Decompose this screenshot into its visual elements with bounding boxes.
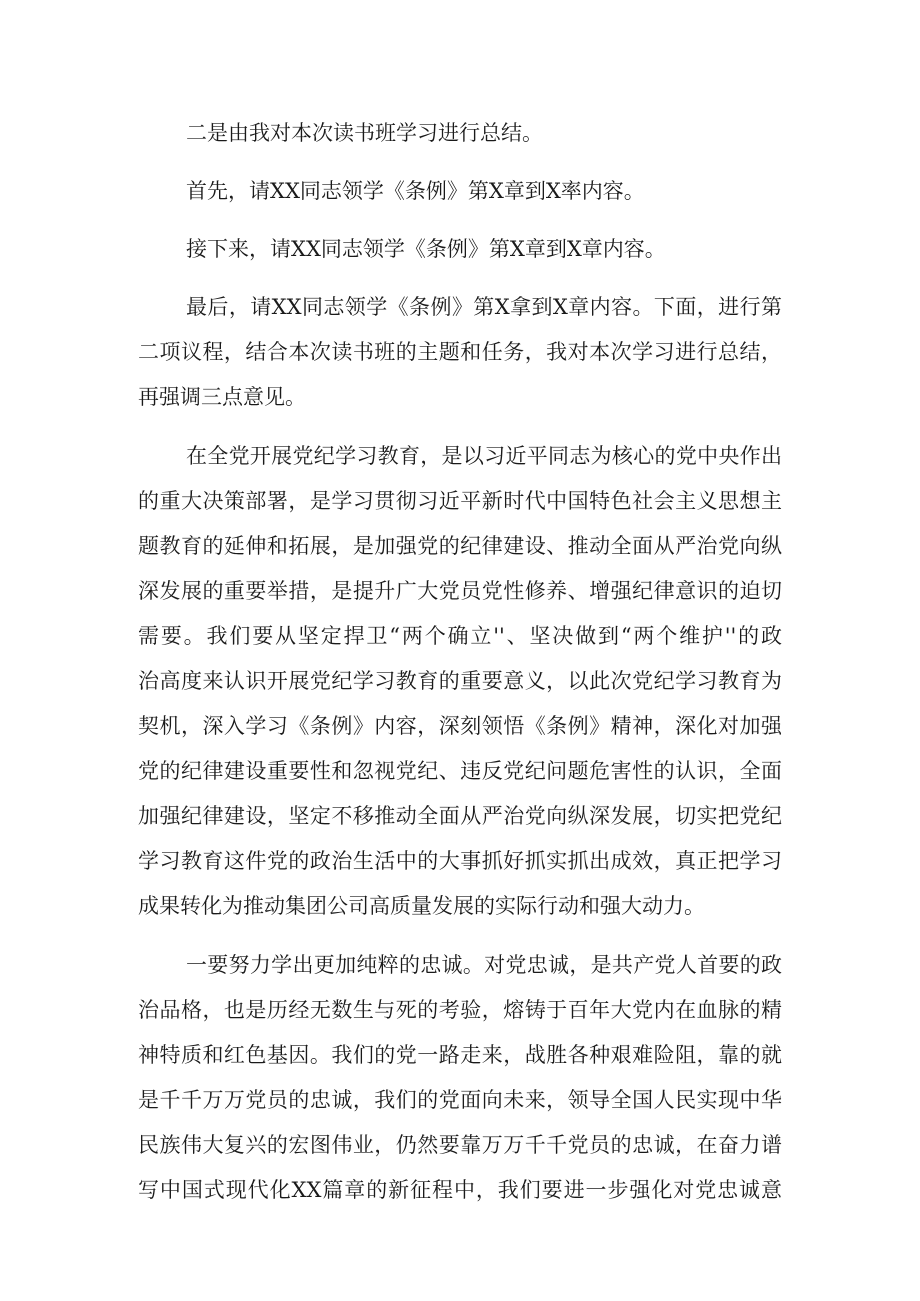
paragraph-line: 成果转化为推动集团公司高质量发展的实际行动和强大动力。 xyxy=(138,894,705,918)
paragraph-line: 的重大决策部署，是学习贯彻习近平新时代中国特色社会主义思想主 xyxy=(138,489,782,513)
paragraph-line: 接下来，请XX同志领学《条例》第X章到X章内容。 xyxy=(186,237,666,261)
paragraph-line: 民族伟大复兴的宏图伟业，仍然要靠万万千千党员的忠诚，在奋力谱 xyxy=(138,1133,782,1157)
paragraph-line: 治高度来认识开展党纪学习教育的重要意义，以此次党纪学习教育为 xyxy=(138,669,782,693)
paragraph-line: 党的纪律建设重要性和忽视党纪、违反党纪问题危害性的认识，全面 xyxy=(138,759,782,783)
paragraph-line: 题教育的延伸和拓展，是加强党的纪律建设、推动全面从严治党向纵 xyxy=(138,534,782,558)
paragraph-line: 需要。我们要从坚定捍卫“两个确立''、坚决做到“两个维护''的政 xyxy=(138,624,782,648)
paragraph-line: 神特质和红色基因。我们的党一路走来，战胜各种艰难险阻，靠的就 xyxy=(138,1043,782,1067)
paragraph-line: 二是由我对本次读书班学习进行总结。 xyxy=(186,121,543,145)
paragraph-line: 深发展的重要举措，是提升广大党员党性修养、增强纪律意识的迫切 xyxy=(138,579,782,603)
paragraph-line: 治品格，也是历经无数生与死的考验，熔铸于百年大党内在血脉的精 xyxy=(138,998,782,1022)
paragraph-line: 最后，请XX同志领学《条例》第X拿到X章内容。下面，进行第 xyxy=(186,295,782,319)
paragraph-line: 一要努力学出更加纯粹的忠诚。对党忠诚，是共产党人首要的政 xyxy=(186,953,782,977)
paragraph-line: 加强纪律建设，坚定不移推动全面从严治党向纵深发展，切实把党纪 xyxy=(138,804,782,828)
paragraph-line: 是千千万万党员的忠诚，我们的党面向未来，领导全国人民实现中华 xyxy=(138,1088,782,1112)
paragraph-line: 二项议程，结合本次读书班的主题和任务，我对本次学习进行总结， xyxy=(138,340,782,364)
paragraph-line: 再强调三点意见。 xyxy=(138,385,306,409)
paragraph-line: 学习教育这件党的政治生活中的大事抓好抓实抓出成效，真正把学习 xyxy=(138,849,782,873)
paragraph-line: 首先，请XX同志领学《条例》第X章到X率内容。 xyxy=(186,179,645,203)
paragraph-line: 写中国式现代化XX篇章的新征程中，我们要进一步强化对党忠诚意 xyxy=(138,1178,782,1202)
paragraph-line: 在全党开展党纪学习教育，是以习近平同志为核心的党中央作出 xyxy=(186,444,782,468)
paragraph-line: 契机，深入学习《条例》内容，深刻领悟《条例》精神，深化对加强 xyxy=(138,714,782,738)
